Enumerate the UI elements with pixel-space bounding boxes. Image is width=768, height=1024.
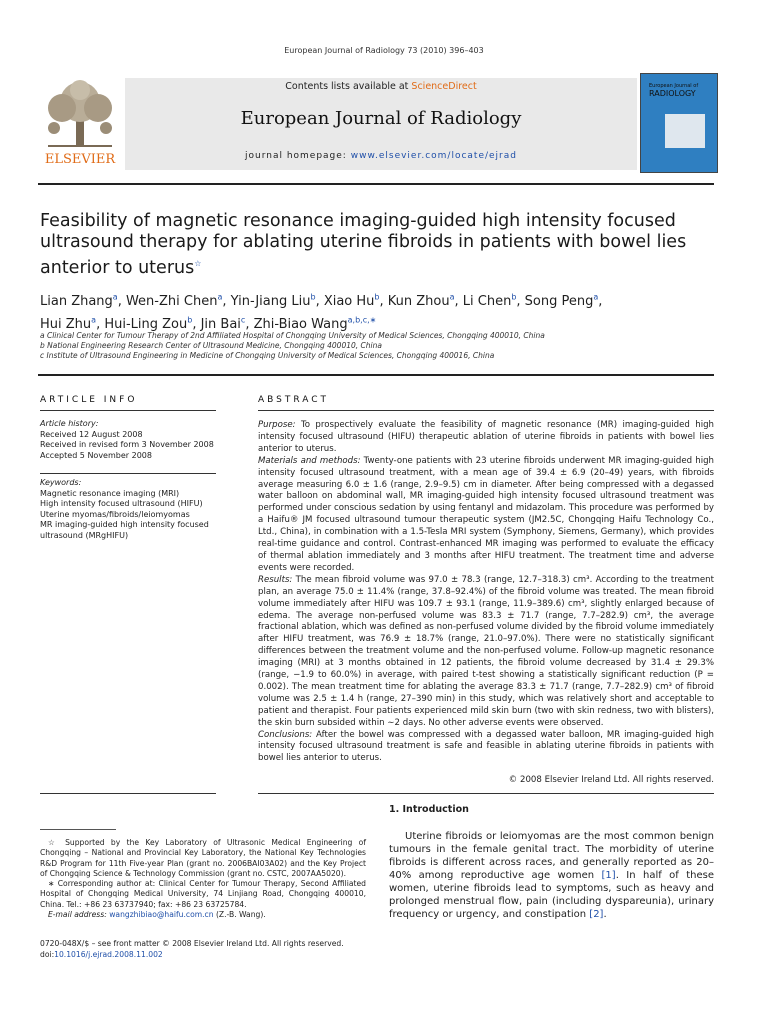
journal-name: European Journal of Radiology xyxy=(240,108,522,129)
cover-small-title: European Journal of xyxy=(649,83,699,89)
title-footnote-mark[interactable]: ☆ xyxy=(194,259,202,268)
history-label: Article history: xyxy=(40,419,99,428)
publisher-name: ELSEVIER xyxy=(44,152,116,167)
author: Zhi-Biao Wang$^{a,b,c,∗}$ xyxy=(253,315,377,332)
doi-line: doi:10.1016/j.ejrad.2008.11.002 xyxy=(40,950,163,959)
keyword: Magnetic resonance imaging (MRI) xyxy=(40,488,180,498)
author: Lian Zhang$^a$, xyxy=(40,293,126,310)
keywords-label: Keywords: xyxy=(40,478,82,487)
introduction-paragraph: Uterine fibroids or leiomyomas are the most common benign tumours in the female genital tract. The morbidity of uterine fibroids is different across races, and generally reported as 20–40% among reproductive age women [1]. In half of these women, uterine fibroids lead to symptoms, such as heavy and prolonged menstrual flow, pain (including dyspareunia), urinary frequency or urgency, and constipation [2]. xyxy=(389,831,715,920)
cover-image xyxy=(665,114,705,148)
history-accepted: Accepted 5 November 2008 xyxy=(40,450,152,460)
article-info-rule xyxy=(40,410,216,411)
contents-line xyxy=(125,81,637,92)
abstract-methods: Materials and methods: Twenty-one patients with 23 uterine fibroids underwent MR imaging-guided high intensity focused ultrasound treatment, with a mean age of 39.4 ± 6.9 (20–49) years, with fibroids average measuring 6.0 ± 1.6 (range, 2.9–9.5) cm in diameter. After being compressed with a degassed water balloon on abdominal wall, MR imaging-guided high intensity focused ultrasound treatment was performed under conscious sedation by using fentanyl and midazolam. This procedure was performed by a Haifu® JM focused ultrasound tumour therapeutic system (JM2.5C, Chongqing Haifu Technology Co., Ltd., China), in combination with a 1.5-Tesla MRI system (Symphony, Siemens, Germany), which provides real-time guidance and control. Contrast-enhanced MR imaging was performed to evaluate the efficacy of thermal ablation immediately and 3 months after HIFU treatment. The treatment time and adverse events were recorded. xyxy=(258,455,714,573)
email-footnote: E-mail address: wangzhibiao@haifu.com.cn (Z.-B. Wang). xyxy=(48,910,266,920)
keywords xyxy=(40,478,216,541)
author: Li Chen$^b$, xyxy=(462,293,525,310)
journal-cover-thumbnail xyxy=(640,73,718,173)
header-rule xyxy=(38,183,714,185)
abstract-rule xyxy=(258,410,714,411)
affiliation-c: c Institute of Ultrasound Engineering in Medicine of Chongqing University of Medical Sciences, Chongqing 400016, China xyxy=(40,351,495,360)
abstract-purpose: Purpose: To prospectively evaluate the feasibility of magnetic resonance (MR) imaging-guided high intensity focused ultrasound (HIFU) therapeutic ablation of uterine fibroids in patients with bowel lies anterior to uterus. xyxy=(258,420,714,454)
author: Wen-Zhi Chen$^a$, xyxy=(125,293,231,310)
history-received: Received 12 August 2008 xyxy=(40,429,143,439)
affiliation-rule xyxy=(38,374,714,376)
abstract-bottom-rule xyxy=(258,793,714,794)
contents-prefix: Contents lists available at xyxy=(285,81,412,92)
funding-footnote: ☆ Supported by the Key Laboratory of Ultrasonic Medical Engineering of Chongqing – National and Provincial Key Laboratory, the National Key Technologies R&D Program for 11th Five-year Plan (grant no. 2006BAI03A02) and the Key Project of Chongqing Science & Technology Commission (grant no. CSTC, 2007AA5020). xyxy=(40,838,366,878)
author: Yin-Jiang Liu$^b$, xyxy=(230,293,324,310)
homepage-prefix: journal homepage: xyxy=(244,151,351,161)
footnote-rule xyxy=(40,829,116,830)
journal-homepage xyxy=(125,151,637,161)
introduction-heading: 1. Introduction xyxy=(389,804,469,815)
abstract-body xyxy=(258,420,714,765)
keyword: Uterine myomas/fibroids/leiomyomas xyxy=(40,509,190,519)
keyword: High intensity focused ultrasound (HIFU) xyxy=(40,499,203,508)
issn-line: 0720-048X/$ – see front matter © 2008 Elsevier Ireland Ltd. All rights reserved. xyxy=(40,939,344,948)
abstract-results: Results: The mean fibroid volume was 97.0 ± 78.3 (range, 12.7–318.3) cm³. According to the treatment plan, an average 75.0 ± 11.4% (range, 37.8–92.4%) of the fibroid volume was treated. The mean fibroid volume immediately after HIFU was 109.7 ± 93.1 (range, 11.9–389.6) cm³, slightly enlarged because of edema. The average non-perfused volume was 83.3 ± 71.7 (range, 7.7–282.9) cm³, the average fractional ablation, which was defined as non-perfused volume divided by the fibroid volume immediately after HIFU treatment, was 76.9 ± 18.7% (range, 21.0–97.0%). There were no statistically significant differences between the treatment volume and the non-perfused volume. Follow-up magnetic resonance imaging (MRI) at 3 months obtained in 12 patients, the fibroid volume decreased by 31.4 ± 29.3% (range, −1.9 to 60.0%) in average, with paired t-test showing a statistically significant reduction (P = 0.002). The mean treatment time for ablating the average 83.3 ± 71.7 (range, 7.7–282.9) cm³ of fibroid volume was 2.5 ± 1.4 h (range, 27–390 min) in this study, which was relatively short and acceptable to patient and therapist. Four patients experienced mild skin burn (two with skin redness, two with blisters), the skin burn subsided within ∼2 days. No other adverse events were observed. xyxy=(258,574,714,728)
author: Hui Zhu$^a$, xyxy=(40,315,105,332)
keyword: MR imaging-guided high intensity focused ultrasound (MRgHIFU) xyxy=(40,520,209,540)
history-revised: Received in revised form 3 November 2008 xyxy=(40,440,214,449)
email-link[interactable]: wangzhibiao@haifu.com.cn xyxy=(109,910,214,920)
abstract-copyright: © 2008 Elsevier Ireland Ltd. All rights reserved. xyxy=(508,775,714,785)
author: Xiao Hu$^b$, xyxy=(323,293,388,310)
author-list xyxy=(40,289,720,334)
article-history xyxy=(40,419,216,461)
homepage-link[interactable]: www.elsevier.com/locate/ejrad xyxy=(350,151,517,161)
article-title xyxy=(40,211,720,279)
abstract-heading: ABSTRACT xyxy=(258,395,330,405)
sciencedirect-link[interactable]: ScienceDirect xyxy=(411,81,477,92)
history-rule xyxy=(40,473,216,474)
doi-link[interactable]: 10.1016/j.ejrad.2008.11.002 xyxy=(54,950,163,959)
author: Kun Zhou$^a$, xyxy=(387,293,463,310)
article-title-text: Feasibility of magnetic resonance imaging-guided high intensity focused ultrasound therapy for ablating uterine fibroids in patients with bowel lies anterior to uterus xyxy=(40,211,687,278)
article-info-bottom-rule xyxy=(40,793,216,794)
cover-title: RADIOLOGY xyxy=(649,89,696,98)
footnotes xyxy=(40,838,366,920)
journal-reference: European Journal of Radiology 73 (2010) 396–403 xyxy=(284,46,484,55)
article-info-heading: ARTICLE INFO xyxy=(40,395,138,405)
author: Jin Bai$^c$, xyxy=(200,315,254,332)
citation-link[interactable]: [2] xyxy=(589,909,604,920)
citation-link[interactable]: [1] xyxy=(601,870,616,881)
affiliation-a: a Clinical Center for Tumour Therapy of 2nd Affiliated Hospital of Chongqing University of Medical Sciences, Chongqing 400010, China xyxy=(40,331,545,340)
author: Song Peng$^a$, xyxy=(524,293,603,310)
abstract-conclusions: Conclusions: After the bowel was compressed with a degassed water balloon, MR imaging-guided high intensity focused ultrasound treatment is safe and feasible in ablating uterine fibroids in patients with bowel lies anterior to uterus. xyxy=(258,729,714,764)
affiliation-b: b National Engineering Research Center of Ultrasound Medicine, Chongqing 400010, China xyxy=(40,341,382,350)
author: Hui-Ling Zou$^b$, xyxy=(104,315,201,332)
corresponding-author-footnote: ∗ Corresponding author at: Clinical Center for Tumour Therapy, Second Affiliated Hospital of Chongqing Medical University, 74 Linjiang Road, Chongqing 400010, China. Tel.: +86 23 63737940; fax: +86 23 63725784. xyxy=(40,879,366,909)
front-matter-info xyxy=(40,938,344,960)
